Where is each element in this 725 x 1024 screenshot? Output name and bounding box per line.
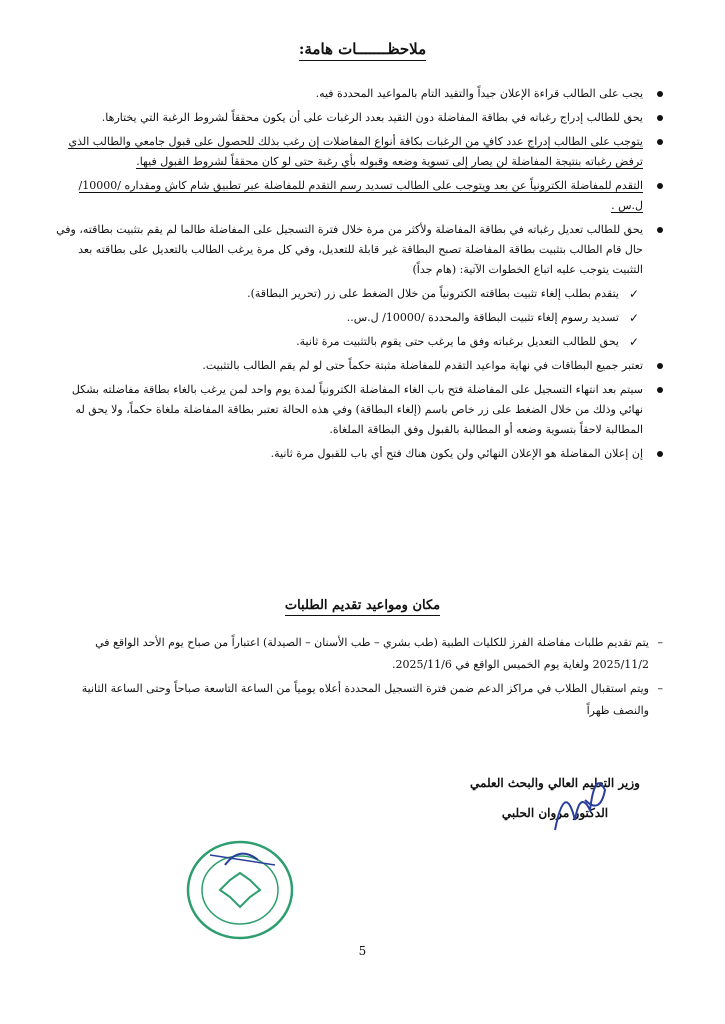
bullet-icon xyxy=(657,227,663,233)
note-item: يحق للطالب إدراج رغباته في بطاقة المفاضلة دون التقيد بعدد الرغبات على أن يكون محققاً لشروط الرغبة التي يختارها. xyxy=(55,108,665,128)
checkmark-icon: ✓ xyxy=(628,335,639,349)
bullet-icon xyxy=(657,183,663,189)
checkmark-icon: ✓ xyxy=(628,287,639,301)
note-item: يتوجب على الطالب إدراج عدد كافٍ من الرغبات بكافة أنواع المفاضلات إن رغب بذلك للحصول على قبول جامعي والطالب الذي ترفض رغباته بنتيجة المفاضلة لن يصار إلى تسوية وضعه وقبوله بأي رغبة حتى لو كان محققاً لشروط القبول فيها. xyxy=(55,132,665,172)
schedule-item: – ويتم استقبال الطلاب في مراكز الدعم ضمن فترة التسجيل المحددة أعلاه يومياً من الساعة التاسعة صباحاً وحتى الساعة الثانية والنصف ظهراً xyxy=(43,678,663,722)
notes-title: ملاحظـــــــات هامة: xyxy=(0,40,725,58)
dash-icon: – xyxy=(657,636,663,649)
note-item: إن إعلان المفاضلة هو الإعلان النهائي ولن يكون هناك فتح أي باب للقبول مرة ثانية. xyxy=(55,444,665,464)
signature-icon xyxy=(545,760,615,840)
official-stamp-icon xyxy=(180,835,300,945)
step-item: ✓ يحق للطالب التعديل برغباته وفق ما يرغب حتى يقوم بالتثبيت مرة ثانية. xyxy=(55,332,641,352)
bullet-icon xyxy=(657,387,663,393)
schedule-list xyxy=(43,632,663,724)
note-item: التقدم للمفاضلة الكترونياً عن بعد ويتوجب على الطالب تسديد رسم التقدم للمفاضلة عبر تطبيق شام كاش ومقداره /10000/ ل.س . xyxy=(55,176,665,216)
bullet-icon xyxy=(657,451,663,457)
dash-icon: – xyxy=(657,682,663,695)
bullet-icon xyxy=(657,115,663,121)
step-item: ✓ تسديد رسوم إلغاء تثبيت البطاقة والمحددة /10000/ ل.س.. xyxy=(55,308,641,328)
note-item: تعتبر جميع البطاقات في نهاية مواعيد التقدم للمفاضلة مثبتة حكماً حتى لو لم يقم الطالب بالتثبيت. xyxy=(55,356,665,376)
bullet-icon xyxy=(657,91,663,97)
step-item: ✓ يتقدم بطلب إلغاء تثبيت بطاقته الكترونياً من خلال الضغط على زر (تحرير البطاقة). xyxy=(55,284,641,304)
bullet-icon xyxy=(657,139,663,145)
note-item: يجب على الطالب قراءة الإعلان جيداً والتقيد التام بالمواعيد المحددة فيه. xyxy=(55,84,665,104)
bullet-icon xyxy=(657,363,663,369)
page-number: 5 xyxy=(358,944,367,958)
note-item: سيتم بعد انتهاء التسجيل على المفاضلة فتح باب الغاء المفاضلة الكترونياً لمدة يوم واحد لمن يرغب بالغاء بطاقة مفاضلته بشكل نهائي وذلك من خلال الضغط على زر خاص باسم (إلغاء البطاقة) وفي هذه الحالة تعتبر بطاقة المفاضلة ملغاة حكماً، ولا يحق له المطالبة لاحقاً بتسوية وضعه أو المطالبة بالقبول وفق البطاقة الملغاة. xyxy=(55,380,665,440)
checkmark-icon: ✓ xyxy=(628,311,639,325)
minister-name: الدكتور مروان الحلبي xyxy=(501,806,609,820)
notes-list xyxy=(55,84,665,468)
schedule-item: – يتم تقديم طلبات مفاضلة الفرز للكليات الطبية (طب بشري – طب الأسنان – الصيدلة) اعتباراً من صباح يوم الأحد الواقع في 2025/11/2 ولغاية يوم الخميس الواقع في 2025/11/6. xyxy=(43,632,663,676)
minister-title: وزير التعليم العالي والبحث العلمي xyxy=(470,776,640,790)
note-item: يحق للطالب تعديل رغباته في بطاقة المفاضلة ولأكثر من مرة خلال فترة التسجيل على المفاضلة طالما لم يقم بتثبيت بطاقته، وفي حال قام الطالب بتثبيت بطاقة المفاضلة تصبح البطاقة غير قابلة للتعديل، وفي كل مرة يرغب الطالب بالتعديل على بطاقته بعد التثبيت يتوجب عليه اتباع الخطوات الآتية: (هام جداً) xyxy=(55,220,665,280)
section-title: مكان ومواعيد تقديم الطلبات xyxy=(0,598,725,613)
